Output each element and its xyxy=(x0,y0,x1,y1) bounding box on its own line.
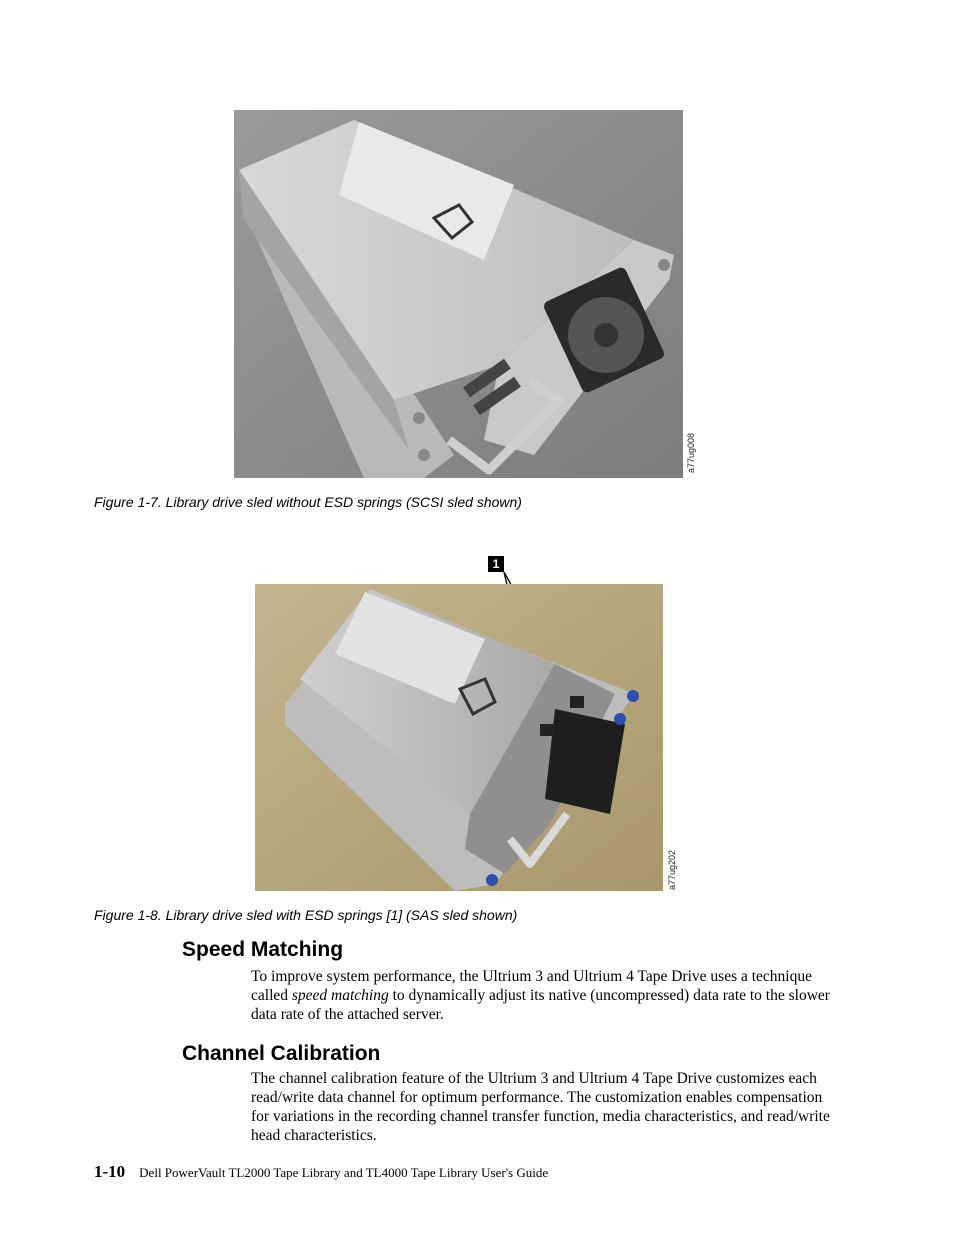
figure-1-7-code: a77ug008 xyxy=(686,433,696,474)
speed-matching-term: speed matching xyxy=(291,987,389,1004)
figure-1-8-code: a77ug202 xyxy=(667,850,677,891)
page-footer xyxy=(94,1162,548,1182)
footer-title: Dell PowerVault TL2000 Tape Library and TL4000 Tape Library User's Guide xyxy=(139,1165,549,1180)
channel-calibration-text: The channel calibration feature of the Ultrium 3 and Ultrium 4 Tape Drive customizes each read/write data channel for optimum performance. The customization enables compensation for variations in the recording channel transfer function, media characteristics, and read/write head characteristics. xyxy=(251,1070,830,1144)
page-number: 1-10 xyxy=(94,1162,126,1181)
figure-1-7-caption: Figure 1-7. Library drive sled without ESD springs (SCSI sled shown) xyxy=(94,494,522,510)
channel-calibration-paragraph xyxy=(251,1069,831,1145)
channel-calibration-heading: Channel Calibration xyxy=(182,1042,381,1065)
speed-matching-heading: Speed Matching xyxy=(182,938,344,961)
figure-1-7-photo xyxy=(234,110,683,478)
figure-1-8-photo xyxy=(255,584,663,891)
figure-1-8-caption: Figure 1-8. Library drive sled with ESD springs [1] (SAS sled shown) xyxy=(94,907,518,923)
callout-1: 1 xyxy=(488,556,504,572)
speed-matching-paragraph xyxy=(251,967,831,1024)
speed-matching-text-before: To improve system performance, the Ultrium 3 and Ultrium 4 Tape Drive uses a technique called xyxy=(251,968,812,1004)
speed-matching-text-after: to dynamically adjust its native (uncompressed) data rate to the slower data rate of the attached server. xyxy=(251,987,830,1023)
